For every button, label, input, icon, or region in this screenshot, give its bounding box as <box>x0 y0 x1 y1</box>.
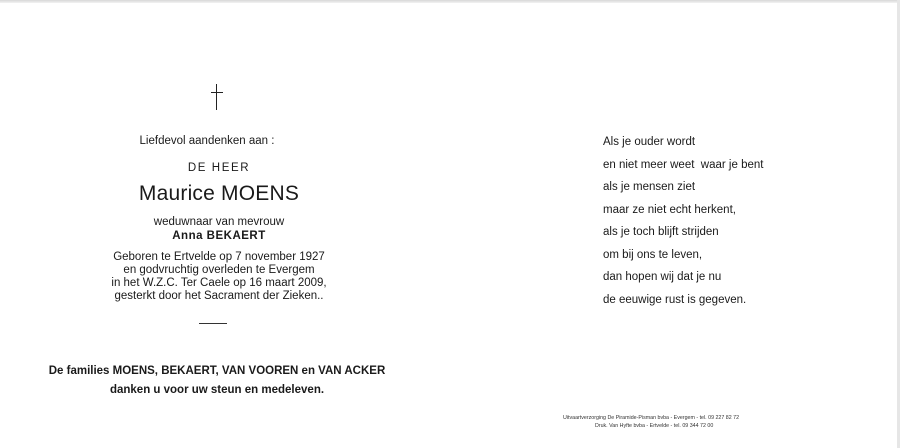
intro-text: Liefdevol aandenken aan : <box>139 135 275 147</box>
poem-line: als je toch blijft strijden <box>603 226 719 238</box>
poem-line: de eeuwige rust is gegeven. <box>603 293 747 306</box>
biography <box>60 251 378 303</box>
poem-line: als je mensen ziet <box>603 181 696 193</box>
cross-vertical-bar <box>216 84 217 110</box>
spouse-name: Anna BEKAERT <box>172 230 266 242</box>
top-border <box>0 0 900 3</box>
cross-icon <box>210 84 224 110</box>
poem-line: en niet meer weet waar je bent <box>603 158 764 171</box>
imprint-line: Uitvaartverzorging De Piramide-Pisman bvba - Evergem - tel. 09 227 82 72 <box>563 415 740 421</box>
bio-line: in het W.Z.C. Ter Caele op 16 maart 2009, <box>111 277 327 289</box>
printer-imprint <box>563 414 739 430</box>
thanks-line: danken u voor uw steun en medeleven. <box>109 384 325 396</box>
poem-line: om bij ons te leven, <box>603 248 703 261</box>
poem-line: Als je ouder wordt <box>603 136 696 148</box>
cross-horizontal-bar <box>211 92 223 93</box>
bio-line: gesterkt door het Sacrament der Zieken.. <box>114 290 324 302</box>
divider <box>199 323 227 324</box>
bio-line: Geboren te Ertvelde op 7 november 1927 <box>113 251 325 263</box>
memorial-details <box>60 133 378 324</box>
poem <box>603 131 763 311</box>
thanks-line: De families MOENS, BEKAERT, VAN VOOREN en VAN ACKER <box>48 365 386 377</box>
poem-line: maar ze niet echt herkent, <box>603 203 736 216</box>
imprint-line: Druk. Van Hyfte bvba - Ertvelde - tel. 09 344 72 00 <box>595 423 714 429</box>
honorific: DE HEER <box>187 162 251 174</box>
bio-line: en godvruchtig overleden te Evergem <box>123 264 315 276</box>
thanks-message <box>0 362 434 400</box>
poem-line: dan hopen wij dat je nu <box>603 271 722 283</box>
widow-label: weduwnaar van mevrouw <box>153 216 285 228</box>
deceased-name: Maurice MOENS <box>138 182 300 205</box>
